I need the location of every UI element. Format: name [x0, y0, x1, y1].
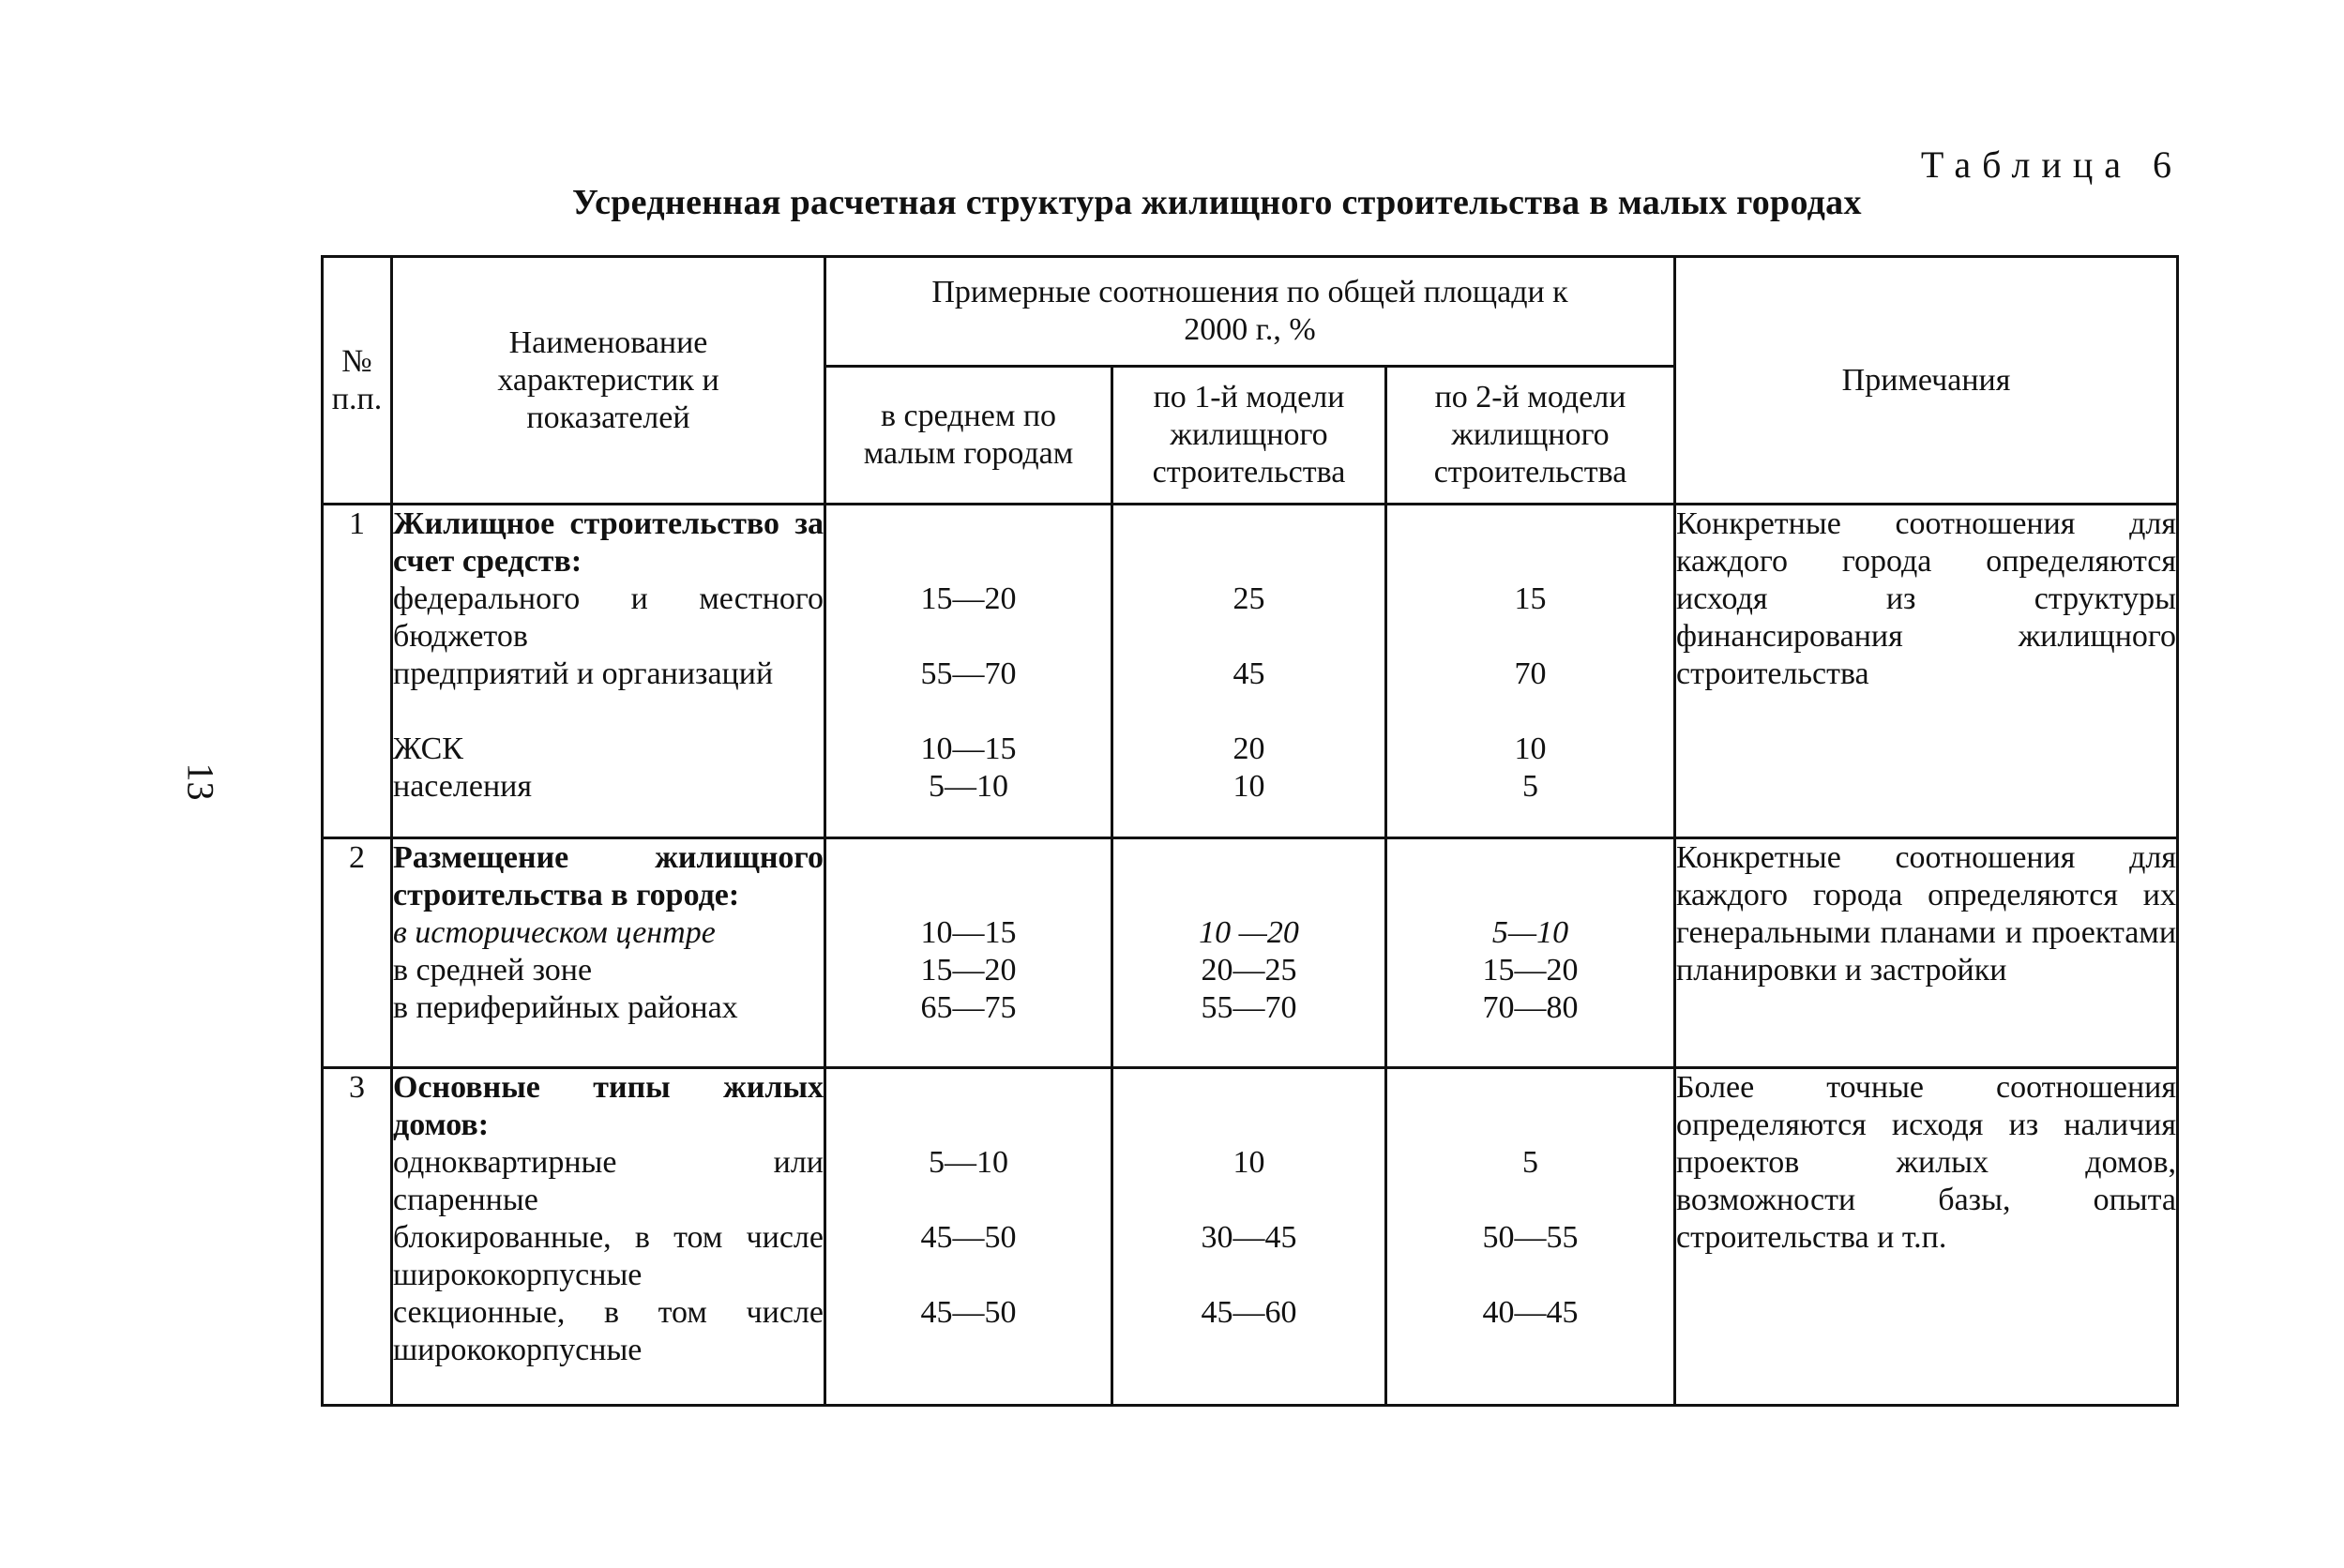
model1-value: 20—25 [1201, 953, 1297, 988]
header-avg: в среднем по малым городам [825, 367, 1112, 505]
model2-value: 5 [1522, 1145, 1538, 1180]
avg-value: 5—10 [929, 1145, 1008, 1180]
avg-value: 45—50 [920, 1295, 1017, 1330]
row-heading: Размещение жилищного строительства в городе: [393, 840, 824, 912]
model1-value: 30—45 [1201, 1220, 1297, 1255]
avg-value: 5—10 [929, 769, 1008, 804]
model2-cell [1386, 838, 1675, 1068]
item-name: в периферийных районах [393, 990, 738, 1025]
item-name: федерального и местного бюджетов [393, 581, 824, 654]
avg-value: 55—70 [920, 656, 1017, 691]
avg-value: 45—50 [920, 1220, 1017, 1255]
item-name: в средней зоне [393, 953, 593, 988]
model1-cell [1112, 505, 1386, 838]
avg-value: 65—75 [920, 990, 1017, 1025]
avg-cell [825, 838, 1112, 1068]
model2-value: 15—20 [1482, 953, 1579, 988]
header-name: Наименование характеристик и показателей [392, 257, 825, 505]
row-name-cell [392, 1068, 825, 1406]
header-notes: Примечания [1675, 257, 2178, 505]
item-name: населения [393, 769, 532, 804]
row-heading: Основные типы жилых домов: [393, 1070, 824, 1142]
avg-value: 10—15 [920, 915, 1017, 950]
row-number: 3 [323, 1068, 392, 1406]
avg-cell [825, 505, 1112, 838]
model1-value: 55—70 [1201, 990, 1297, 1025]
page-number: 13 [179, 762, 222, 801]
avg-value: 10—15 [920, 731, 1017, 766]
model1-value: 10 —20 [1199, 915, 1299, 950]
avg-cell [825, 1068, 1112, 1406]
model2-value: 5—10 [1491, 915, 1569, 950]
header-model2: по 2-й модели жилищного строительства [1386, 367, 1675, 505]
table-row [323, 1068, 2178, 1406]
model1-cell [1112, 1068, 1386, 1406]
data-table [321, 255, 2179, 1407]
note-cell: Конкретные соотношения для каждого города определяются их генеральными планами и проектами планировки и застройки [1675, 838, 2178, 1068]
model2-value: 40—45 [1482, 1295, 1579, 1330]
model1-value: 10 [1232, 1145, 1265, 1180]
row-heading: Жилищное строительство за счет средств: [393, 506, 824, 579]
header-num: № п.п. [323, 257, 392, 505]
model1-value: 45 [1232, 656, 1265, 691]
item-name: секционные, в том числе ширококорпусные [393, 1295, 824, 1367]
item-name: в историческом центре [393, 915, 716, 950]
item-name: предприятий и организаций [393, 656, 774, 691]
header-ratios: Примерные соотношения по общей площади к 2000 г., % [825, 257, 1675, 367]
row-number: 2 [323, 838, 392, 1068]
row-number: 1 [323, 505, 392, 838]
model2-value: 5 [1522, 769, 1538, 804]
item-name: ЖСК [393, 731, 463, 766]
note-cell: Конкретные соотношения для каждого города определяются исходя из структуры финансирования жилищного строительства [1675, 505, 2178, 838]
model2-cell [1386, 1068, 1675, 1406]
model1-value: 25 [1232, 581, 1265, 616]
item-name: одноквартирные или спаренные [393, 1145, 824, 1217]
item-name: блокированные, в том числе ширококорпусные [393, 1220, 824, 1292]
model1-value: 20 [1232, 731, 1265, 766]
model2-value: 15 [1514, 581, 1547, 616]
row-name-cell [392, 505, 825, 838]
model1-value: 45—60 [1201, 1295, 1297, 1330]
model2-value: 70—80 [1482, 990, 1579, 1025]
avg-value: 15—20 [920, 953, 1017, 988]
header-model1: по 1-й модели жилищного строительства [1112, 367, 1386, 505]
row-name-cell [392, 838, 825, 1068]
note-cell: Более точные соотношения определяются исходя из наличия проектов жилых домов, возможности базы, опыта строительства и т.п. [1675, 1068, 2178, 1406]
model2-value: 70 [1514, 656, 1547, 691]
model1-cell [1112, 838, 1386, 1068]
model2-cell [1386, 505, 1675, 838]
model1-value: 10 [1232, 769, 1265, 804]
table-row [323, 505, 2178, 838]
table-title: Усредненная расчетная структура жилищного строительства в малых городах [572, 183, 1862, 222]
table-row [323, 838, 2178, 1068]
table-label: Таблица 6 [1920, 143, 2183, 186]
model2-value: 10 [1514, 731, 1547, 766]
model2-value: 50—55 [1482, 1220, 1579, 1255]
avg-value: 15—20 [920, 581, 1017, 616]
